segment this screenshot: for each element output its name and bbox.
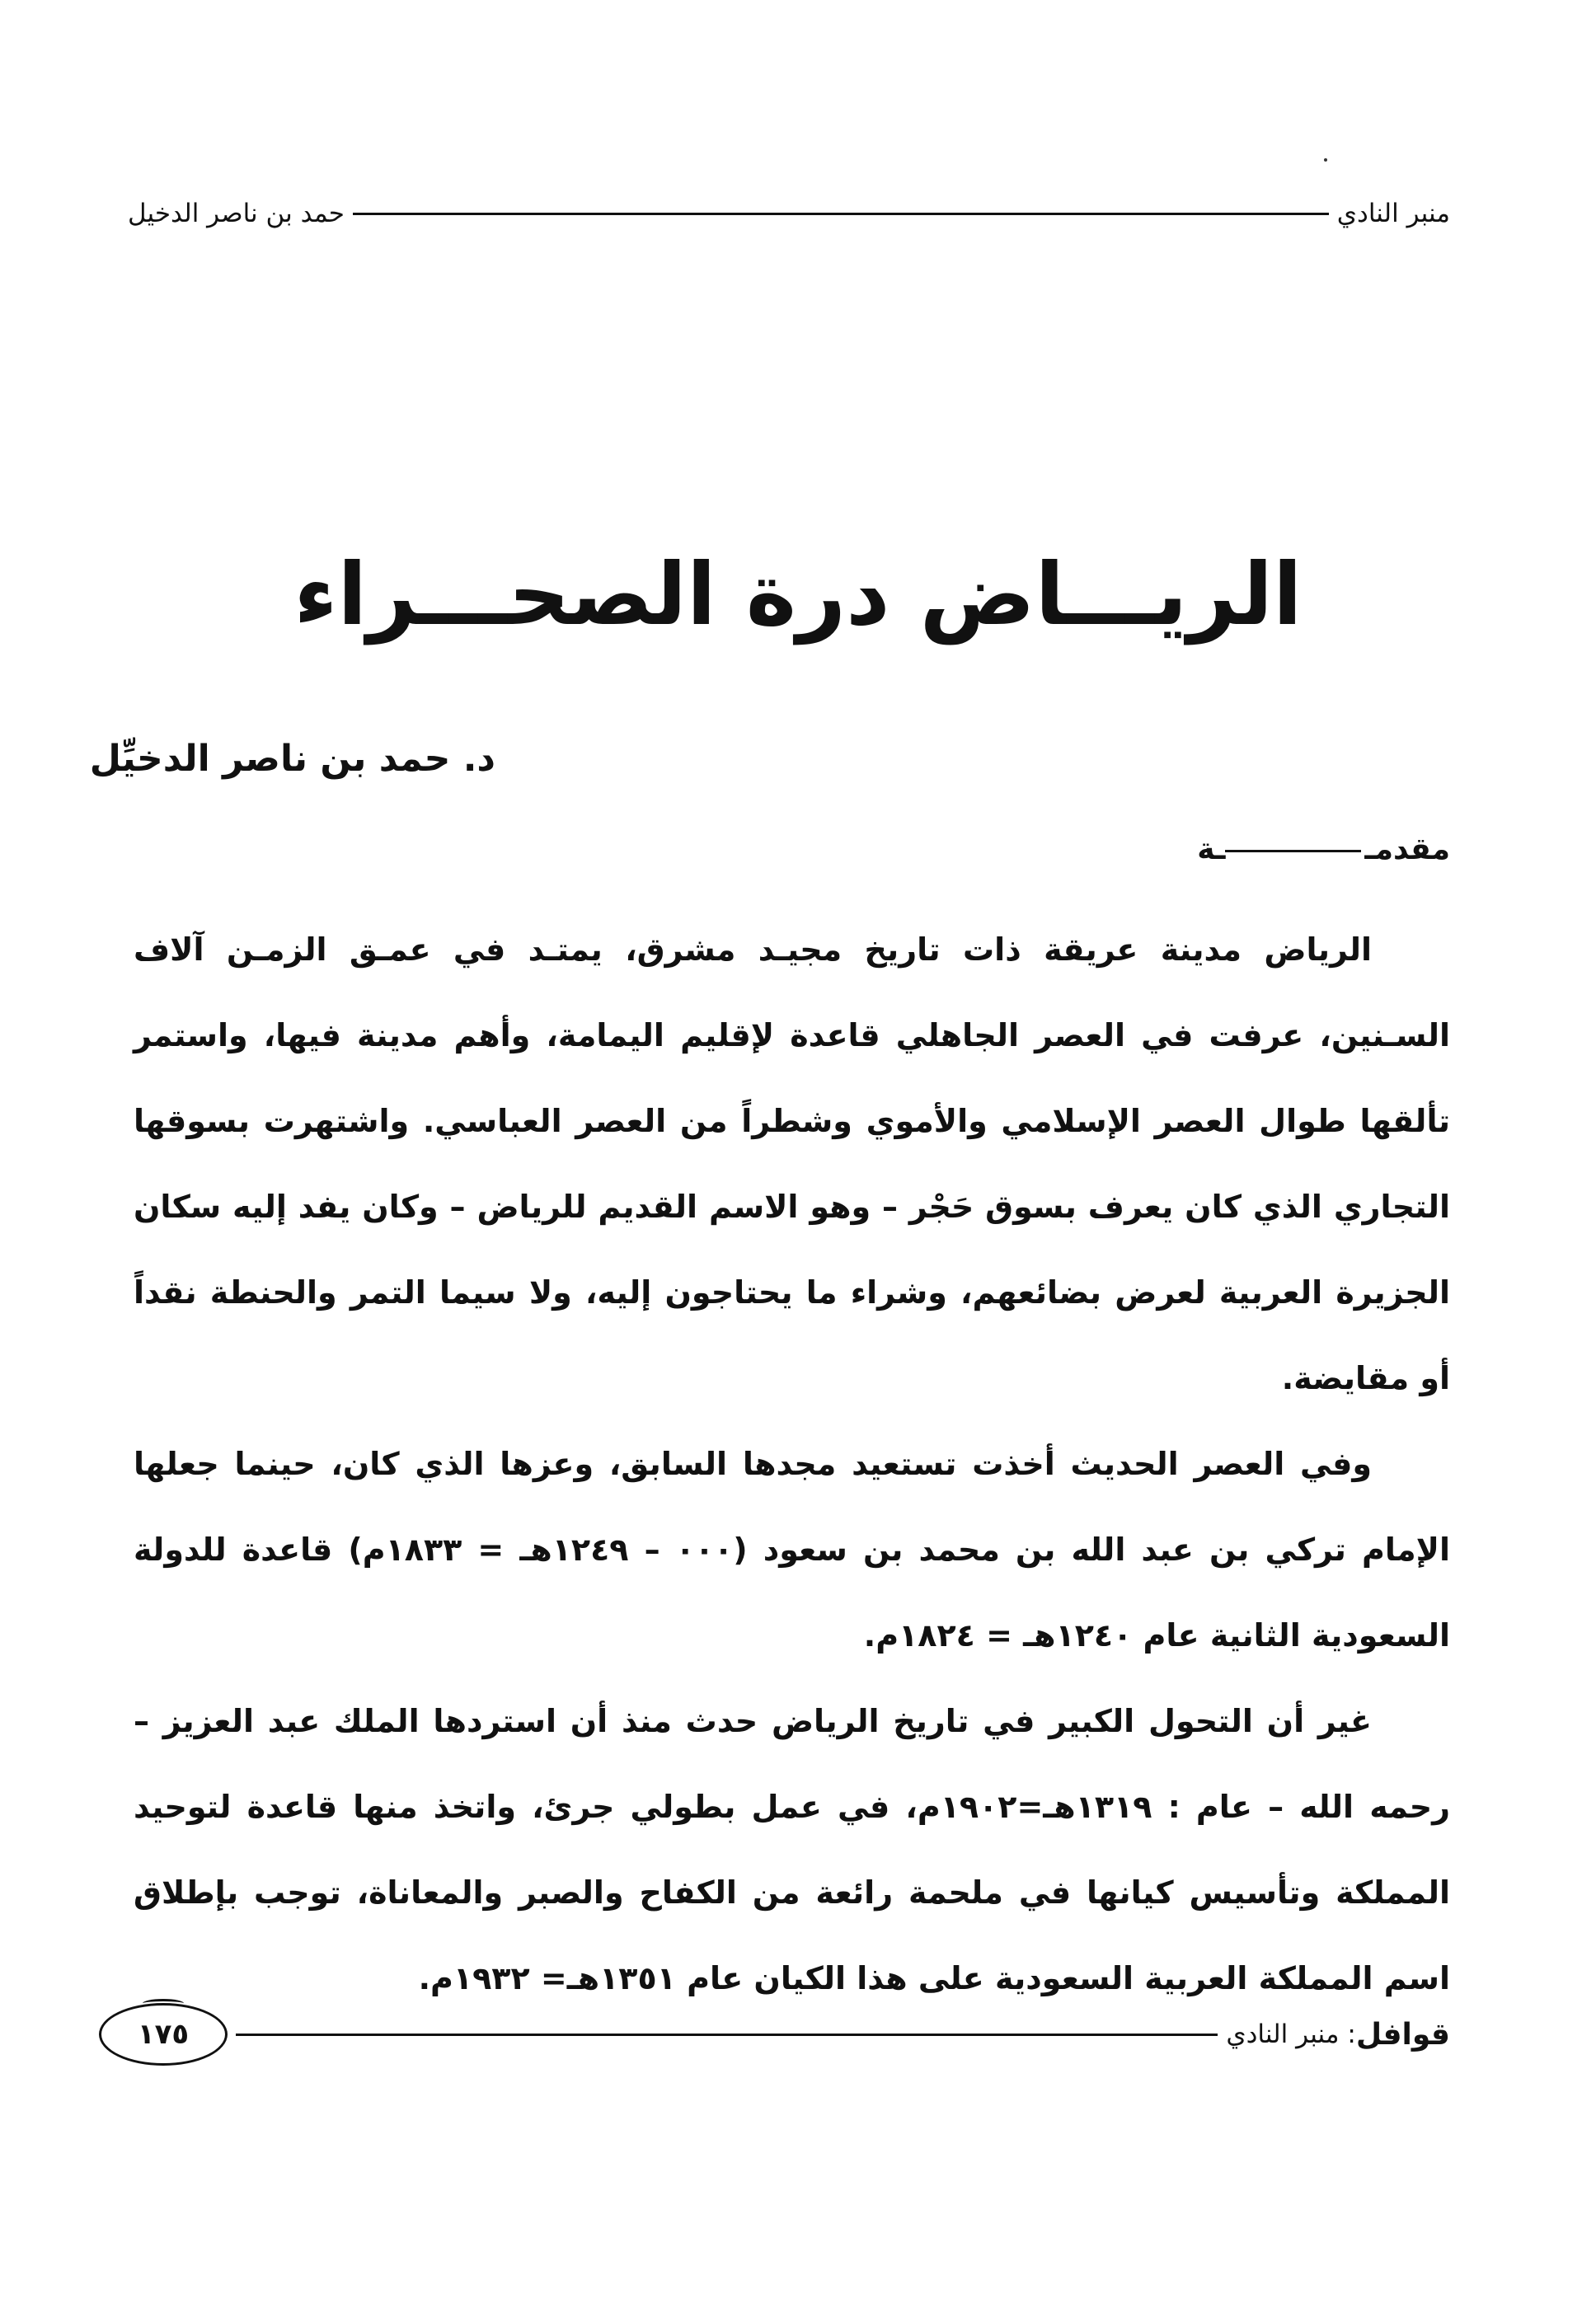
header-author-name: حمد بن ناصر الدخيل xyxy=(128,199,345,228)
article-author: د. حمد بن ناصر الدخيِّل xyxy=(89,738,495,780)
footer-brand: قوافل xyxy=(1355,2017,1450,2052)
paragraph-1: الرياض مدينة عريقة ذات تاريخ مجيـد مشرق، يمتـد في عمـق الزمـن آلاف السـنين، عرفت في العصر الجاهلي قاعدة لإقليم اليمامة، وأهم مدينة فيها، واستمر تألقها طوال العصر الإسلامي والأموي وشطراً من العصر العباسي. واشتهرت بسوقها التجاري الذي كان يعرف بسوق حَجْر – وهو الاسم القديم للرياض – وكان يفد إليه سكان الجزيرة العربية لعرض بضائعهم، وشراء ما يحتاجون إليه، ولا سيما التمر والحنطة نقداً أو مقايضة. xyxy=(134,931,1450,1396)
paragraph-3: غير أن التحول الكبير في تاريخ الرياض حدث منذ أن استردها الملك عبد العزيز – رحمه الله – عام : ١٣١٩هـ=١٩٠٢م، في عمل بطولي جرئ، واتخذ منها قاعدة لتوحيد المملكة وتأسيس كيانها في ملحمة رائعة من الكفاح والصبر والمعاناة، توجب بإطلاق اسم المملكة العربية السعودية على هذا الكيان عام ١٣٥١هـ= ١٩٣٢م. xyxy=(134,1703,1450,1996)
page-number-badge xyxy=(99,2003,228,2066)
paragraph-2: وفي العصر الحديث أخذت تستعيد مجدها السابق، وعزها الذي كان، حينما جعلها الإمام تركي بن عبد الله بن محمد بن سعود (٠٠٠ – ١٢٤٩هـ = ١٨٣٣م) قاعدة للدولة السعودية الثانية عام ١٢٤٠هـ = ١٨٢٤م. xyxy=(134,1446,1450,1654)
intro-heading: مقدمــة xyxy=(1197,833,1450,866)
article-title: الريـــاض درة الصحـــراء xyxy=(293,544,1303,645)
header-section-name: منبر النادي xyxy=(1336,199,1450,228)
running-header xyxy=(128,185,1450,242)
running-footer xyxy=(99,2001,1450,2067)
footer-rule xyxy=(236,2034,1218,2036)
header-rule xyxy=(353,213,1329,215)
intro-heading-tail xyxy=(1225,850,1361,852)
page-number: ١٧٥ xyxy=(137,2018,190,2051)
article-body xyxy=(134,907,1450,2021)
footer-section: : منبر النادي xyxy=(1226,2020,1356,2049)
intro-heading-label: مقدمـ xyxy=(1364,833,1450,866)
speck xyxy=(1324,158,1327,162)
